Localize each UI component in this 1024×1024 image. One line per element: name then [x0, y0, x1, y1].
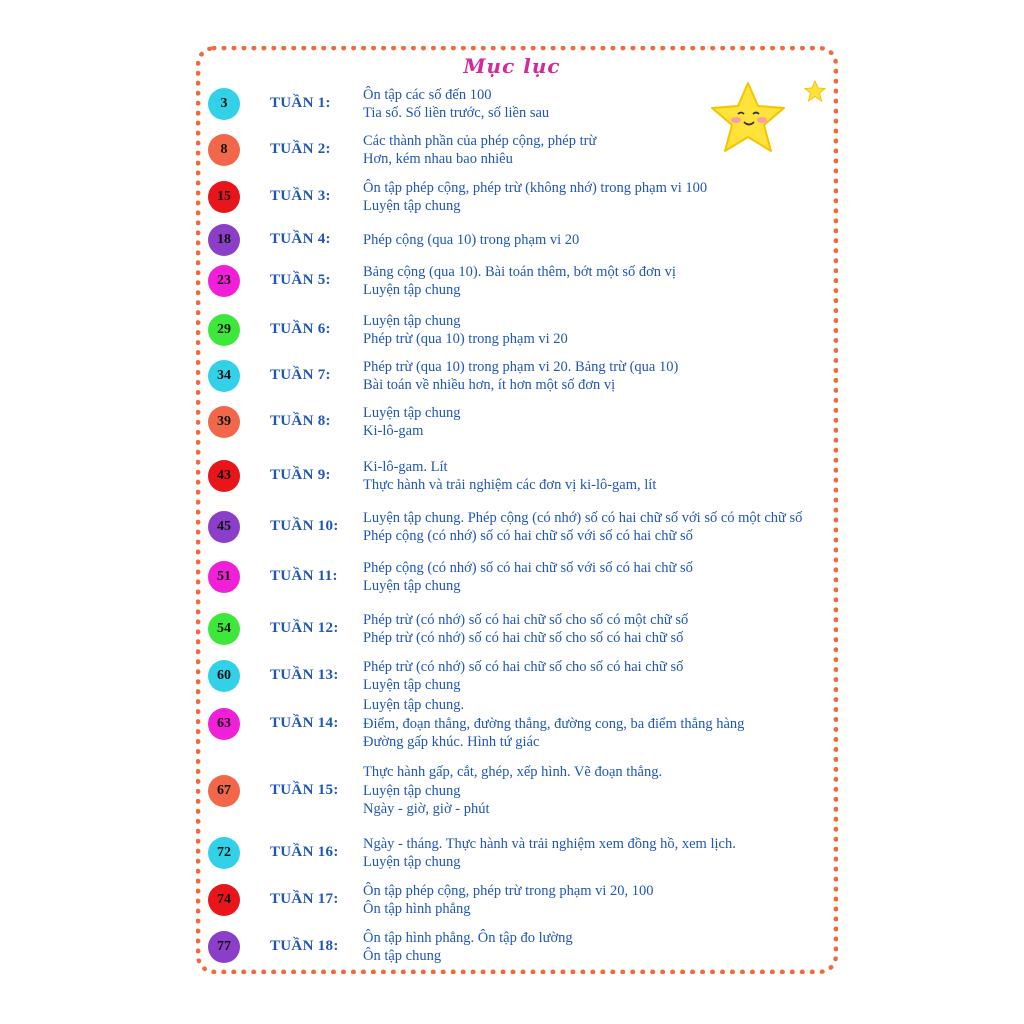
lesson-list	[363, 611, 688, 648]
week-label: TUẦN 15:	[270, 782, 339, 798]
lesson-title: Ôn tập các số đến 100	[363, 86, 492, 103]
lesson-title: Ôn tập phép cộng, phép trừ (không nhớ) trong phạm vi 100	[363, 179, 708, 196]
lesson-title: Luyện tập chung	[363, 578, 461, 594]
lesson-title: Phép trừ (qua 10) trong phạm vi 20. Bảng trừ (qua 10)	[363, 358, 679, 375]
lesson-list	[363, 86, 549, 123]
lesson-list	[363, 509, 802, 546]
week-label: TUẦN 18:	[270, 938, 339, 954]
week-label: TUẦN 1:	[270, 95, 331, 111]
week-label: TUẦN 2:	[270, 141, 331, 157]
lesson-list	[363, 882, 654, 919]
lesson-title: Thực hành gấp, cắt, ghép, xếp hình. Vẽ đoạn thẳng.	[363, 764, 663, 781]
week-label: TUẦN 10:	[270, 518, 339, 534]
page-number-badge: 43	[208, 460, 240, 492]
lesson-list	[363, 696, 744, 752]
page-number-badge: 51	[208, 561, 240, 593]
lesson-title: Ngày - giờ, giờ - phút	[363, 801, 490, 818]
page-number-badge: 29	[208, 314, 240, 346]
lesson-title: Phép trừ (có nhớ) số có hai chữ số cho số có hai chữ số	[363, 630, 684, 646]
lesson-list	[363, 358, 678, 395]
week-label: TUẦN 6:	[270, 321, 331, 337]
lesson-title: Bài toán về nhiều hơn, ít hơn một số đơn vị	[363, 377, 616, 393]
week-label: TUẦN 12:	[270, 620, 339, 636]
lesson-title: Luyện tập chung	[363, 404, 461, 421]
lesson-list	[363, 658, 683, 695]
page-number-badge: 77	[208, 931, 240, 963]
week-label: TUẦN 14:	[270, 715, 339, 731]
lesson-title: Phép cộng (có nhớ) số có hai chữ số với số có hai chữ số	[363, 559, 693, 576]
lesson-title: Phép trừ (có nhớ) số có hai chữ số cho số có một chữ số	[363, 611, 689, 628]
lesson-title: Luyện tập chung	[363, 677, 461, 693]
lesson-title: Luyện tập chung	[363, 312, 461, 329]
lesson-list	[363, 559, 693, 596]
page-title: Mục lục	[463, 54, 561, 78]
lesson-title: Phép cộng (có nhớ) số có hai chữ số với số có hai chữ số	[363, 528, 693, 544]
lesson-list	[363, 458, 656, 495]
page-number-badge: 45	[208, 511, 240, 543]
lesson-list	[363, 312, 568, 349]
small-star-icon	[804, 80, 826, 102]
lesson-title: Luyện tập chung	[363, 854, 461, 870]
lesson-list	[363, 929, 573, 966]
page-number-badge: 54	[208, 613, 240, 645]
page-number-badge: 8	[208, 134, 240, 166]
lesson-title: Thực hành và trải nghiệm các đơn vị ki-lô-gam, lít	[363, 477, 657, 493]
lesson-title: Điểm, đoạn thẳng, đường thẳng, đường cong, ba điểm thẳng hàng	[363, 715, 745, 732]
lesson-title: Luyện tập chung. Phép cộng (có nhớ) số có hai chữ số với số có một chữ số	[363, 509, 803, 526]
lesson-title: Luyện tập chung.	[363, 697, 465, 714]
lesson-list	[363, 404, 460, 441]
lesson-title: Luyện tập chung	[363, 282, 461, 298]
lesson-list	[363, 231, 579, 250]
lesson-title: Phép trừ (qua 10) trong phạm vi 20	[363, 331, 568, 347]
week-label: TUẦN 7:	[270, 367, 331, 383]
page-number-badge: 23	[208, 265, 240, 297]
page-number-badge: 63	[208, 708, 240, 740]
page-number-badge: 60	[208, 660, 240, 692]
lesson-title: Luyện tập chung	[363, 198, 461, 214]
lesson-list	[363, 263, 676, 300]
lesson-title: Tia số. Số liền trước, số liền sau	[363, 105, 550, 121]
lesson-title: Đường gấp khúc. Hình tứ giác	[363, 734, 540, 751]
lesson-title: Ki-lô-gam	[363, 423, 424, 439]
lesson-title: Ngày - tháng. Thực hành và trải nghiệm xem đồng hồ, xem lịch.	[363, 835, 736, 852]
week-label: TUẦN 8:	[270, 413, 331, 429]
lesson-list	[363, 132, 596, 169]
week-label: TUẦN 9:	[270, 467, 331, 483]
week-label: TUẦN 13:	[270, 667, 339, 683]
week-label: TUẦN 17:	[270, 891, 339, 907]
week-label: TUẦN 11:	[270, 568, 338, 584]
week-label: TUẦN 5:	[270, 272, 331, 288]
lesson-title: Các thành phần của phép cộng, phép trừ	[363, 132, 597, 149]
lesson-title: Ôn tập phép cộng, phép trừ trong phạm vi 20, 100	[363, 882, 654, 899]
lesson-title: Ki-lô-gam. Lít	[363, 458, 448, 475]
lesson-list	[363, 835, 736, 872]
page-number-badge: 18	[208, 224, 240, 256]
page-number-badge: 3	[208, 88, 240, 120]
lesson-title: Ôn tập chung	[363, 948, 442, 964]
page-number-badge: 34	[208, 360, 240, 392]
page-number-badge: 72	[208, 837, 240, 869]
lesson-title: Phép trừ (có nhớ) số có hai chữ số cho số có hai chữ số	[363, 658, 684, 675]
page-number-badge: 74	[208, 884, 240, 916]
lesson-list	[363, 179, 707, 216]
lesson-title: Phép cộng (qua 10) trong phạm vi 20	[363, 231, 580, 248]
page-number-badge: 15	[208, 181, 240, 213]
lesson-title: Bảng cộng (qua 10). Bài toán thêm, bớt một số đơn vị	[363, 263, 676, 280]
lesson-title: Hơn, kém nhau bao nhiêu	[363, 151, 513, 167]
smiling-star-icon	[708, 80, 788, 154]
week-label: TUẦN 4:	[270, 231, 331, 247]
lesson-title: Ôn tập hình phẳng. Ôn tập đo lường	[363, 929, 573, 946]
page-number-badge: 39	[208, 406, 240, 438]
page-number-badge: 67	[208, 775, 240, 807]
lesson-title: Luyện tập chung	[363, 782, 461, 799]
week-label: TUẦN 3:	[270, 188, 331, 204]
week-label: TUẦN 16:	[270, 844, 339, 860]
lesson-title: Ôn tập hình phẳng	[363, 901, 471, 917]
lesson-list	[363, 763, 662, 819]
